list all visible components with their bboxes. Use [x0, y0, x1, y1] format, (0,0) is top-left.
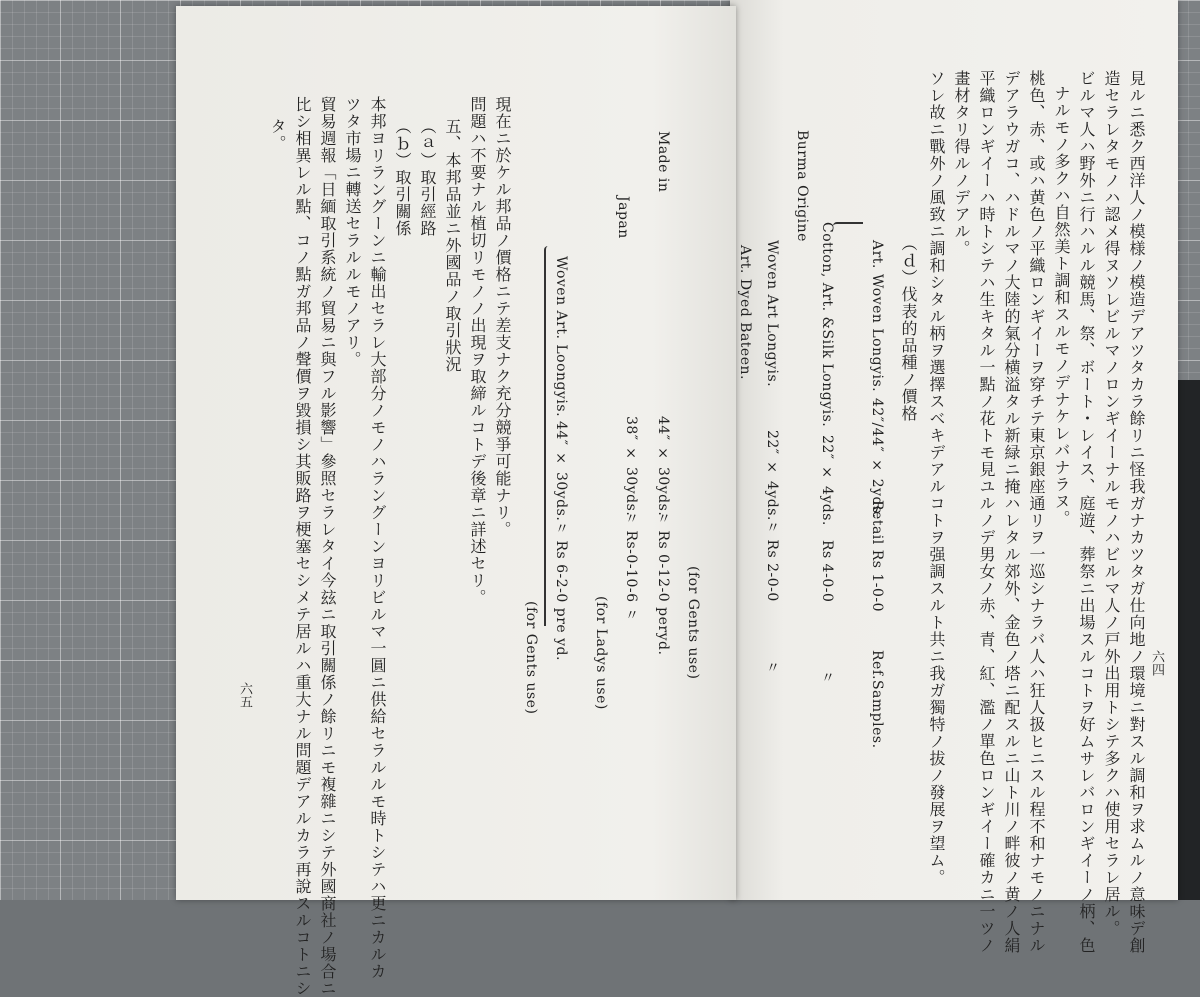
- item-name: Woven Art. Loongyis.: [553, 256, 569, 418]
- item-note: 〃: [819, 670, 835, 685]
- item-name: Woven Art Longyis.: [764, 240, 780, 388]
- item-price: 〃 Rs-0-10-6 〃: [623, 511, 639, 622]
- item-price: 〃 Rs 2-0-0: [764, 520, 780, 602]
- page-65: [176, 6, 736, 997]
- item-note: 〃: [764, 660, 780, 675]
- text-line: デアラウガコ、ハドルマノ大陸的氣分横溢タル新緑ニ掩ハレタル郊外、金色ノ塔ニ配スルニ山ト川ノ畔彼ノ黄ノ人絹: [1002, 70, 1021, 954]
- item-size: 22″ × 4yds.: [764, 430, 780, 521]
- item-note: Ref.Samples.: [869, 650, 885, 749]
- item-name: Cotton, Art. &Silk Longyis.: [819, 222, 835, 428]
- text-line: タ。: [268, 118, 287, 152]
- item-size: 42″/44″ × 2yds.: [869, 398, 885, 519]
- item-name: Art. Woven Longyis.: [869, 240, 885, 393]
- text-line: ツタ市場ニ轉送セラルルモノアリ。: [343, 96, 362, 368]
- text-line: （ｂ）取引關係: [393, 118, 412, 237]
- text-line: 五、本邦品並ニ外國品ノ取引狀況: [443, 118, 462, 373]
- page-number: 六四: [1149, 650, 1164, 676]
- made-in-label: Made in: [655, 131, 671, 193]
- japan-label: Japan: [615, 196, 631, 239]
- text-line: 本邦ヨリラングーンニ輸出セラレ大部分ノモノハラングーンヨリビルマ一圓ニ供給セラルルモ時トシテハ更ニカルカ: [368, 96, 387, 980]
- section-heading: （ｄ）伐表的品種ノ價格: [899, 235, 918, 422]
- text-line: 造セラレタモノハ認メ得ヌソレビルマノロンギイーナルモノハビルマ人ノ戸外出用トシテ多クハ使用セラレ居ル。: [1102, 70, 1121, 937]
- item-price: 〃 Rs 0-12-0 peryd.: [655, 511, 671, 656]
- item-note: (for Ladys use): [593, 596, 609, 710]
- item-size: 38″ × 30yds.: [623, 416, 639, 517]
- item-size: 22″ × 4yds.: [819, 435, 835, 526]
- item-price: Retail Rs 1-0-0: [869, 500, 885, 613]
- item-size: 44″ × 30yds.: [655, 416, 671, 517]
- item-note: (for Gents use): [523, 601, 539, 715]
- text-line: 見ルニ悉ク西洋人ノ模様ノ模造デアツタカラ餘リニ怪我ガナカツタガ仕向地ノ環境ニ對スル調和ヲ求ムルノ意味デ創: [1127, 70, 1146, 954]
- item-size: 44″ × 30yds.: [553, 421, 569, 522]
- item-name: Art. Dyed Bateen.: [737, 245, 753, 380]
- text-line: （ａ）取引經路: [418, 118, 437, 237]
- text-line: 貿易週報「日緬取引系統ノ貿易ニ與フル影響」參照セラレタイ今玆ニ取引關係ノ餘リニモ複雜ニシテ外國商社ノ場合ニ: [318, 96, 337, 997]
- origin-label: Burma Origine: [794, 130, 810, 242]
- text-line: ソレ故ニ戰外ノ風致ニ調和シタル柄ヲ選擇スベキデアルコトヲ强調スルト共ニ我ガ獨特ノ拔ノ發展ヲ望ム。: [927, 70, 946, 886]
- item-price: Rs 4-0-0: [819, 540, 835, 603]
- page-number: 六五: [237, 682, 252, 708]
- item-note: (for Gents use): [685, 566, 701, 680]
- item-price: 〃 Rs 6-2-0 pre yd.: [553, 521, 569, 661]
- brace: [833, 222, 863, 226]
- text-line: ビルマ人ハ野外ニ行ハルル競馬、祭、ボート・レイス、庭遊、葬祭ニ出場スルコトヲ好ムサレバロンギイーノ柄、色: [1077, 70, 1096, 954]
- text-line: ナルモノ多クハ自然美ト調和スルモノデナケレバナラヌ。: [1052, 85, 1071, 527]
- brace: [544, 246, 548, 626]
- text-line: 畫材タリ得ルノデアル。: [952, 70, 971, 257]
- text-line: 桃色、赤、或ハ黄色ノ平織ロンギイーヲ穿チテ東京銀座通リヲ一巡シナラバ人ハ狂人扱ヒニスル程不和ナモノニナル: [1027, 70, 1046, 954]
- text-line: 現在ニ於ケル邦品ノ價格ニテ差支ナク充分競爭可能ナリ。: [493, 96, 512, 538]
- text-line: 平織ロンギイーハ時トシテハ生キタル一點ノ花トモ見ユルノデ男女ノ赤、青、紅、濫ノ單色ロンギイー確カニ一ツノ: [977, 70, 996, 954]
- page-64: [730, 0, 1178, 954]
- text-line: 比シ相異レル點、コノ點ガ邦品ノ聲價ヲ毀損シ其販路ヲ梗塞セシメテ居ルハ重大ナル問題デアルカラ再說スルコトニシ: [293, 96, 312, 997]
- text-line: 問題ハ不要ナル植切リモノノ出現ヲ取締ルコトデ後章ニ詳述セリ。: [468, 96, 487, 606]
